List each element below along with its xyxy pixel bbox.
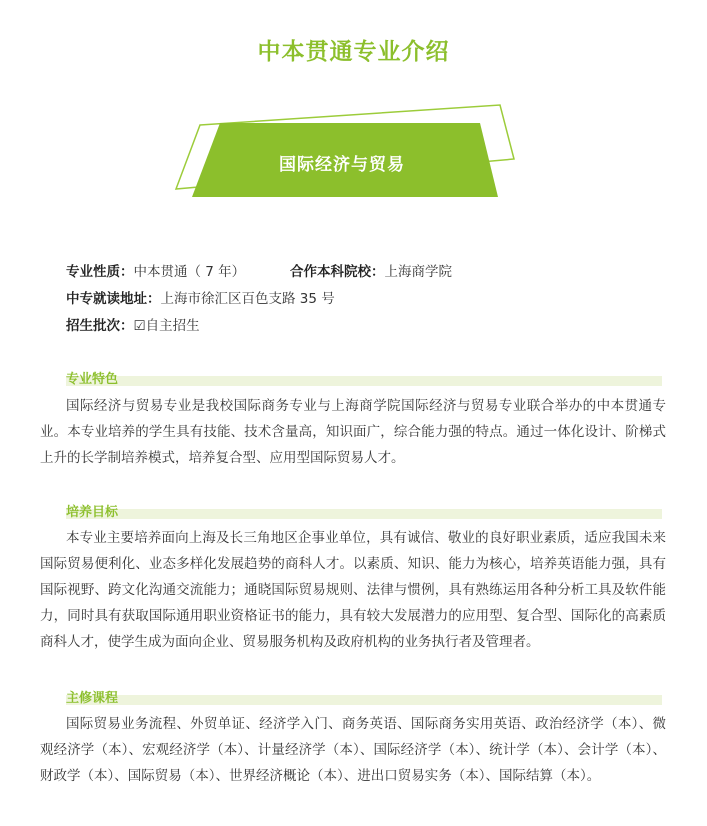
section-body-goals: 本专业主要培养面向上海及长三角地区企事业单位，具有诚信、敬业的良好职业素质，适应我国未来国际贸易便利化、业态多样化发展趋势的商科人才。以素质、知识、能力为核心，培养英语能力强，具有国际视野、跨文化沟通交流能力；通晓国际贸易规则、法律与惯例，具有熟练运用各种分析工具及软件能力，同时具有获取国际通用职业资格证书的能力，具有较大发展潜力的应用型、复合型、国际化的高素质商科人才，使学生成为面向企业、贸易服务机构及政府机构的业务执行者及管理者。 bbox=[40, 530, 666, 650]
banner-graphic bbox=[162, 101, 522, 197]
batch-value: ☑自主招生 bbox=[133, 318, 200, 334]
info-row-address bbox=[66, 289, 335, 309]
batch-label: 招生批次： bbox=[66, 318, 134, 334]
address-label: 中专就读地址： bbox=[66, 291, 161, 307]
info-row-nature bbox=[66, 262, 245, 282]
info-row-batch bbox=[66, 316, 200, 336]
section-title: 培养目标 bbox=[66, 505, 119, 520]
section-body-courses: 国际贸易业务流程、外贸单证、经济学入门、商务英语、国际商务实用英语、政治经济学（本）、微观经济学（本）、宏观经济学（本）、计量经济学（本）、国际经济学（本）、统计学（本）、会计学（本）、财政学（本）、国际贸易（本）、世界经济概论（本）、进出口贸易实务（本）、国际结算（本）。 bbox=[40, 716, 666, 784]
section-header-features bbox=[66, 372, 662, 386]
major-name: 国际经济与贸易 bbox=[279, 155, 405, 175]
section-body-features: 国际经济与贸易专业是我校国际商务专业与上海商学院国际经济与贸易专业联合举办的中本贯通专业。本专业培养的学生具有技能、技术含量高，知识面广，综合能力强的特点。通过一体化设计、阶梯式上升的长学制培养模式，培养复合型、应用型国际贸易人才。 bbox=[40, 398, 666, 466]
major-banner bbox=[162, 101, 522, 197]
address-value: 上海市徐汇区百色支路 35 号 bbox=[160, 291, 335, 307]
info-row-partner bbox=[290, 262, 452, 282]
section-title: 专业特色 bbox=[66, 372, 119, 387]
nature-label: 专业性质： bbox=[66, 264, 134, 280]
partner-value: 上海商学院 bbox=[384, 264, 452, 280]
page-title: 中本贯通专业介绍 bbox=[257, 39, 450, 65]
nature-value: 中本贯通（ 7 年） bbox=[133, 264, 246, 280]
section-header-courses bbox=[66, 691, 662, 705]
partner-label: 合作本科院校： bbox=[290, 264, 385, 280]
section-title: 主修课程 bbox=[66, 691, 119, 706]
section-header-goals bbox=[66, 505, 662, 519]
